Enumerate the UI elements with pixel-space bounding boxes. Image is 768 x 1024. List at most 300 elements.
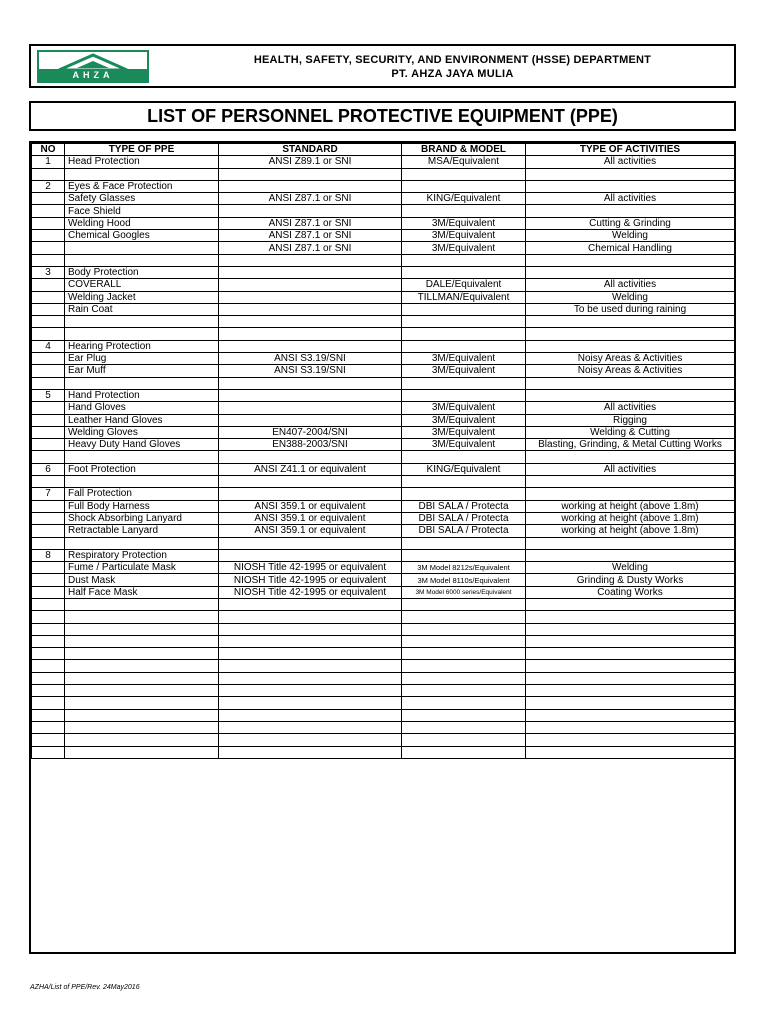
cell-standard: [219, 414, 402, 426]
cell-type-of-activities: working at height (above 1.8m): [526, 500, 735, 512]
cell-type-of-ppe: Dust Mask: [65, 574, 219, 586]
table-body: [32, 156, 735, 759]
cell-type-of-ppe: Chemical Googles: [65, 230, 219, 242]
cell-brand-model: DALE/Equivalent: [402, 279, 526, 291]
cell-type-of-ppe: [65, 168, 219, 180]
cell-no: [32, 586, 65, 598]
cell-type-of-activities: [526, 476, 735, 488]
cell-type-of-activities: [526, 685, 735, 697]
table-row: [32, 451, 735, 463]
cell-no: [32, 230, 65, 242]
cell-standard: [219, 660, 402, 672]
cell-standard: [219, 746, 402, 758]
cell-type-of-ppe: Hearing Protection: [65, 340, 219, 352]
cell-brand-model: KING/Equivalent: [402, 463, 526, 475]
cell-type-of-ppe: [65, 672, 219, 684]
cell-standard: [219, 377, 402, 389]
cell-type-of-ppe: [65, 734, 219, 746]
cell-no: [32, 623, 65, 635]
cell-brand-model: [402, 340, 526, 352]
cell-brand-model: 3M/Equivalent: [402, 365, 526, 377]
cell-no: [32, 205, 65, 217]
table-row: [32, 180, 735, 192]
cell-no: [32, 365, 65, 377]
cell-no: 5: [32, 389, 65, 401]
cell-type-of-ppe: [65, 635, 219, 647]
cell-type-of-ppe: Respiratory Protection: [65, 549, 219, 561]
cell-type-of-ppe: Welding Gloves: [65, 426, 219, 438]
cell-standard: [219, 254, 402, 266]
cell-standard: [219, 623, 402, 635]
cell-type-of-activities: [526, 672, 735, 684]
cell-type-of-activities: [526, 746, 735, 758]
cell-no: [32, 414, 65, 426]
cell-brand-model: 3M/Equivalent: [402, 230, 526, 242]
cell-type-of-ppe: Hand Gloves: [65, 402, 219, 414]
cell-standard: [219, 611, 402, 623]
cell-type-of-activities: Coating Works: [526, 586, 735, 598]
cell-no: 3: [32, 266, 65, 278]
cell-type-of-activities: [526, 340, 735, 352]
cell-type-of-ppe: [65, 685, 219, 697]
cell-no: [32, 254, 65, 266]
cell-type-of-ppe: Hand Protection: [65, 389, 219, 401]
column-header-type-of-activities: TYPE OF ACTIVITIES: [526, 144, 735, 156]
table-row: [32, 365, 735, 377]
cell-standard: ANSI S3.19/SNI: [219, 365, 402, 377]
cell-brand-model: DBI SALA / Protecta: [402, 500, 526, 512]
cell-type-of-activities: [526, 734, 735, 746]
cell-no: [32, 537, 65, 549]
cell-type-of-ppe: Fume / Particulate Mask: [65, 562, 219, 574]
cell-standard: [219, 402, 402, 414]
table-row: [32, 242, 735, 254]
cell-brand-model: [402, 697, 526, 709]
table-row: [32, 562, 735, 574]
cell-brand-model: 3M/Equivalent: [402, 353, 526, 365]
cell-standard: [219, 734, 402, 746]
cell-type-of-ppe: Heavy Duty Hand Gloves: [65, 439, 219, 451]
cell-type-of-activities: [526, 598, 735, 610]
cell-standard: [219, 316, 402, 328]
cell-standard: ANSI Z87.1 or SNI: [219, 193, 402, 205]
cell-brand-model: [402, 266, 526, 278]
company-logo: [37, 50, 149, 83]
cell-no: [32, 598, 65, 610]
table-row: [32, 230, 735, 242]
cell-type-of-activities: [526, 451, 735, 463]
table-row: [32, 623, 735, 635]
cell-no: [32, 193, 65, 205]
cell-brand-model: DBI SALA / Protecta: [402, 525, 526, 537]
cell-standard: NIOSH Title 42-1995 or equivalent: [219, 586, 402, 598]
cell-no: [32, 721, 65, 733]
cell-brand-model: [402, 672, 526, 684]
cell-no: [32, 168, 65, 180]
table-row: [32, 611, 735, 623]
cell-no: [32, 451, 65, 463]
cell-type-of-ppe: [65, 476, 219, 488]
cell-standard: [219, 476, 402, 488]
cell-no: [32, 709, 65, 721]
cell-standard: [219, 549, 402, 561]
cell-type-of-activities: [526, 389, 735, 401]
cell-type-of-activities: [526, 168, 735, 180]
cell-brand-model: [402, 635, 526, 647]
cell-no: [32, 574, 65, 586]
cell-no: [32, 611, 65, 623]
cell-type-of-activities: [526, 488, 735, 500]
table-row: [32, 168, 735, 180]
cell-type-of-ppe: Foot Protection: [65, 463, 219, 475]
cell-brand-model: KING/Equivalent: [402, 193, 526, 205]
cell-standard: [219, 451, 402, 463]
table-row: [32, 303, 735, 315]
column-header-standard: STANDARD: [219, 144, 402, 156]
cell-type-of-ppe: Safety Glasses: [65, 193, 219, 205]
cell-brand-model: 3M Model 6000 series/Equivalent: [402, 586, 526, 598]
cell-type-of-ppe: COVERALL: [65, 279, 219, 291]
cell-brand-model: MSA/Equivalent: [402, 156, 526, 168]
cell-brand-model: 3M/Equivalent: [402, 402, 526, 414]
cell-brand-model: [402, 648, 526, 660]
cell-no: 7: [32, 488, 65, 500]
cell-brand-model: [402, 316, 526, 328]
cell-type-of-activities: Welding: [526, 291, 735, 303]
cell-standard: [219, 340, 402, 352]
column-header-brand-model: BRAND & MODEL: [402, 144, 526, 156]
cell-brand-model: [402, 451, 526, 463]
cell-brand-model: 3M/Equivalent: [402, 426, 526, 438]
cell-no: 2: [32, 180, 65, 192]
cell-type-of-activities: All activities: [526, 463, 735, 475]
table-row: [32, 340, 735, 352]
cell-standard: ANSI Z87.1 or SNI: [219, 217, 402, 229]
table-row: [32, 709, 735, 721]
table-row: [32, 586, 735, 598]
cell-type-of-ppe: [65, 451, 219, 463]
table-row: [32, 500, 735, 512]
ppe-table: [31, 143, 735, 759]
table-row: [32, 734, 735, 746]
cell-type-of-activities: Cutting & Grinding: [526, 217, 735, 229]
cell-type-of-activities: [526, 537, 735, 549]
table-row: [32, 439, 735, 451]
department-name: HEALTH, SAFETY, SECURITY, AND ENVIRONMENT (HSSE) DEPARTMENT: [253, 54, 652, 66]
table-row: [32, 426, 735, 438]
cell-no: [32, 303, 65, 315]
table-row: [32, 414, 735, 426]
company-name: PT. AHZA JAYA MULIA: [391, 68, 514, 80]
cell-type-of-activities: Welding: [526, 230, 735, 242]
cell-type-of-ppe: Ear Plug: [65, 353, 219, 365]
table-row: [32, 217, 735, 229]
cell-brand-model: [402, 180, 526, 192]
cell-standard: [219, 303, 402, 315]
cell-no: [32, 426, 65, 438]
cell-no: [32, 672, 65, 684]
cell-standard: [219, 168, 402, 180]
cell-no: [32, 660, 65, 672]
cell-brand-model: [402, 685, 526, 697]
cell-type-of-activities: All activities: [526, 279, 735, 291]
cell-type-of-activities: [526, 328, 735, 340]
cell-type-of-activities: [526, 549, 735, 561]
cell-brand-model: [402, 611, 526, 623]
cell-brand-model: [402, 598, 526, 610]
cell-type-of-ppe: Leather Hand Gloves: [65, 414, 219, 426]
cell-type-of-activities: [526, 316, 735, 328]
cell-no: 4: [32, 340, 65, 352]
cell-type-of-activities: To be used during raining: [526, 303, 735, 315]
cell-type-of-ppe: [65, 537, 219, 549]
cell-brand-model: [402, 377, 526, 389]
cell-no: [32, 377, 65, 389]
cell-no: [32, 291, 65, 303]
cell-type-of-activities: [526, 660, 735, 672]
cell-standard: NIOSH Title 42-1995 or equivalent: [219, 562, 402, 574]
cell-type-of-ppe: Retractable Lanyard: [65, 525, 219, 537]
cell-type-of-activities: Blasting, Grinding, & Metal Cutting Works: [526, 439, 735, 451]
table-header-row: [32, 144, 735, 156]
cell-type-of-activities: [526, 648, 735, 660]
table-row: [32, 156, 735, 168]
cell-brand-model: 3M Model 8212s/Equivalent: [402, 562, 526, 574]
document-footer: AZHA/List of PPE/Rev. 24May2016: [30, 984, 140, 991]
cell-type-of-ppe: [65, 328, 219, 340]
cell-type-of-activities: [526, 611, 735, 623]
table-row: [32, 525, 735, 537]
cell-brand-model: 3M/Equivalent: [402, 242, 526, 254]
cell-type-of-activities: All activities: [526, 156, 735, 168]
cell-no: [32, 500, 65, 512]
cell-brand-model: [402, 660, 526, 672]
table-row: [32, 697, 735, 709]
table-row: [32, 316, 735, 328]
table-row: [32, 328, 735, 340]
cell-no: [32, 734, 65, 746]
document-header: [29, 44, 736, 88]
table-row: [32, 254, 735, 266]
cell-brand-model: [402, 537, 526, 549]
cell-brand-model: [402, 328, 526, 340]
table-row: [32, 574, 735, 586]
cell-type-of-ppe: [65, 648, 219, 660]
cell-no: [32, 242, 65, 254]
cell-no: [32, 328, 65, 340]
cell-type-of-activities: [526, 709, 735, 721]
cell-standard: ANSI 359.1 or equivalent: [219, 512, 402, 524]
cell-standard: ANSI 359.1 or equivalent: [219, 500, 402, 512]
table-row: [32, 721, 735, 733]
cell-type-of-activities: [526, 377, 735, 389]
table-row: [32, 377, 735, 389]
cell-standard: [219, 205, 402, 217]
cell-brand-model: 3M/Equivalent: [402, 439, 526, 451]
table-row: [32, 463, 735, 475]
cell-brand-model: [402, 205, 526, 217]
cell-standard: [219, 537, 402, 549]
table-row: [32, 512, 735, 524]
table-row: [32, 353, 735, 365]
cell-type-of-activities: [526, 635, 735, 647]
cell-no: 1: [32, 156, 65, 168]
cell-type-of-ppe: Rain Coat: [65, 303, 219, 315]
page-title: LIST OF PERSONNEL PROTECTIVE EQUIPMENT (PPE): [29, 101, 736, 131]
table-row: [32, 266, 735, 278]
cell-type-of-ppe: [65, 746, 219, 758]
table-row: [32, 402, 735, 414]
cell-standard: NIOSH Title 42-1995 or equivalent: [219, 574, 402, 586]
cell-standard: ANSI S3.19/SNI: [219, 353, 402, 365]
cell-type-of-ppe: Welding Hood: [65, 217, 219, 229]
cell-brand-model: [402, 488, 526, 500]
cell-standard: [219, 685, 402, 697]
cell-type-of-ppe: [65, 697, 219, 709]
cell-brand-model: [402, 168, 526, 180]
cell-standard: [219, 635, 402, 647]
cell-brand-model: 3M/Equivalent: [402, 217, 526, 229]
cell-standard: [219, 709, 402, 721]
cell-standard: [219, 328, 402, 340]
cell-standard: [219, 266, 402, 278]
cell-standard: ANSI Z87.1 or SNI: [219, 230, 402, 242]
cell-type-of-activities: [526, 254, 735, 266]
cell-standard: [219, 291, 402, 303]
cell-type-of-activities: Grinding & Dusty Works: [526, 574, 735, 586]
cell-no: [32, 279, 65, 291]
cell-type-of-activities: [526, 180, 735, 192]
cell-no: [32, 316, 65, 328]
cell-no: [32, 353, 65, 365]
cell-type-of-activities: All activities: [526, 402, 735, 414]
cell-type-of-ppe: Full Body Harness: [65, 500, 219, 512]
cell-no: [32, 746, 65, 758]
cell-type-of-ppe: Head Protection: [65, 156, 219, 168]
cell-brand-model: [402, 623, 526, 635]
table-row: [32, 279, 735, 291]
cell-type-of-activities: Noisy Areas & Activities: [526, 353, 735, 365]
cell-brand-model: TILLMAN/Equivalent: [402, 291, 526, 303]
cell-brand-model: [402, 721, 526, 733]
cell-standard: [219, 488, 402, 500]
cell-no: [32, 697, 65, 709]
cell-no: [32, 217, 65, 229]
table-row: [32, 205, 735, 217]
ppe-table-frame: [29, 141, 736, 954]
cell-brand-model: [402, 389, 526, 401]
cell-no: 8: [32, 549, 65, 561]
cell-type-of-ppe: [65, 316, 219, 328]
cell-standard: [219, 279, 402, 291]
cell-standard: ANSI 359.1 or equivalent: [219, 525, 402, 537]
logo-text: AHZA: [72, 70, 114, 80]
cell-brand-model: [402, 303, 526, 315]
cell-no: [32, 525, 65, 537]
table-row: [32, 476, 735, 488]
cell-type-of-ppe: Body Protection: [65, 266, 219, 278]
cell-type-of-activities: All activities: [526, 193, 735, 205]
cell-brand-model: [402, 734, 526, 746]
table-row: [32, 648, 735, 660]
cell-type-of-ppe: [65, 709, 219, 721]
cell-brand-model: 3M/Equivalent: [402, 414, 526, 426]
cell-standard: [219, 672, 402, 684]
cell-type-of-ppe: [65, 721, 219, 733]
table-row: [32, 549, 735, 561]
cell-no: [32, 476, 65, 488]
cell-type-of-ppe: [65, 254, 219, 266]
cell-type-of-ppe: Ear Muff: [65, 365, 219, 377]
table-row: [32, 193, 735, 205]
cell-standard: [219, 721, 402, 733]
cell-brand-model: [402, 254, 526, 266]
cell-type-of-activities: Welding & Cutting: [526, 426, 735, 438]
cell-type-of-activities: working at height (above 1.8m): [526, 512, 735, 524]
table-row: [32, 672, 735, 684]
table-row: [32, 598, 735, 610]
cell-type-of-ppe: Fall Protection: [65, 488, 219, 500]
cell-type-of-ppe: [65, 598, 219, 610]
cell-type-of-activities: Chemical Handling: [526, 242, 735, 254]
table-row: [32, 389, 735, 401]
table-row: [32, 488, 735, 500]
cell-no: 6: [32, 463, 65, 475]
cell-type-of-ppe: [65, 623, 219, 635]
cell-standard: ANSI Z89.1 or SNI: [219, 156, 402, 168]
cell-type-of-activities: [526, 721, 735, 733]
table-row: [32, 537, 735, 549]
cell-type-of-ppe: Eyes & Face Protection: [65, 180, 219, 192]
cell-no: [32, 439, 65, 451]
cell-type-of-ppe: Face Shield: [65, 205, 219, 217]
cell-type-of-ppe: [65, 242, 219, 254]
cell-brand-model: DBI SALA / Protecta: [402, 512, 526, 524]
cell-standard: ANSI Z41.1 or equivalent: [219, 463, 402, 475]
column-header-type-of-ppe: TYPE OF PPE: [65, 144, 219, 156]
cell-type-of-ppe: [65, 660, 219, 672]
cell-type-of-activities: [526, 266, 735, 278]
cell-type-of-activities: [526, 623, 735, 635]
column-header-no: NO: [32, 144, 65, 156]
cell-type-of-activities: Rigging: [526, 414, 735, 426]
cell-standard: ANSI Z87.1 or SNI: [219, 242, 402, 254]
cell-type-of-ppe: Welding Jacket: [65, 291, 219, 303]
cell-brand-model: 3M Model 8110s/Equivalent: [402, 574, 526, 586]
table-row: [32, 660, 735, 672]
cell-standard: [219, 697, 402, 709]
cell-standard: EN407-2004/SNI: [219, 426, 402, 438]
cell-type-of-activities: Welding: [526, 562, 735, 574]
cell-standard: EN388-2003/SNI: [219, 439, 402, 451]
cell-type-of-activities: Noisy Areas & Activities: [526, 365, 735, 377]
cell-standard: [219, 389, 402, 401]
cell-standard: [219, 180, 402, 192]
table-row: [32, 746, 735, 758]
cell-no: [32, 685, 65, 697]
cell-brand-model: [402, 746, 526, 758]
cell-no: [32, 562, 65, 574]
cell-type-of-activities: [526, 697, 735, 709]
cell-brand-model: [402, 549, 526, 561]
cell-brand-model: [402, 709, 526, 721]
cell-no: [32, 402, 65, 414]
cell-no: [32, 648, 65, 660]
cell-type-of-ppe: Shock Absorbing Lanyard: [65, 512, 219, 524]
cell-type-of-ppe: Half Face Mask: [65, 586, 219, 598]
cell-no: [32, 635, 65, 647]
cell-type-of-ppe: [65, 377, 219, 389]
